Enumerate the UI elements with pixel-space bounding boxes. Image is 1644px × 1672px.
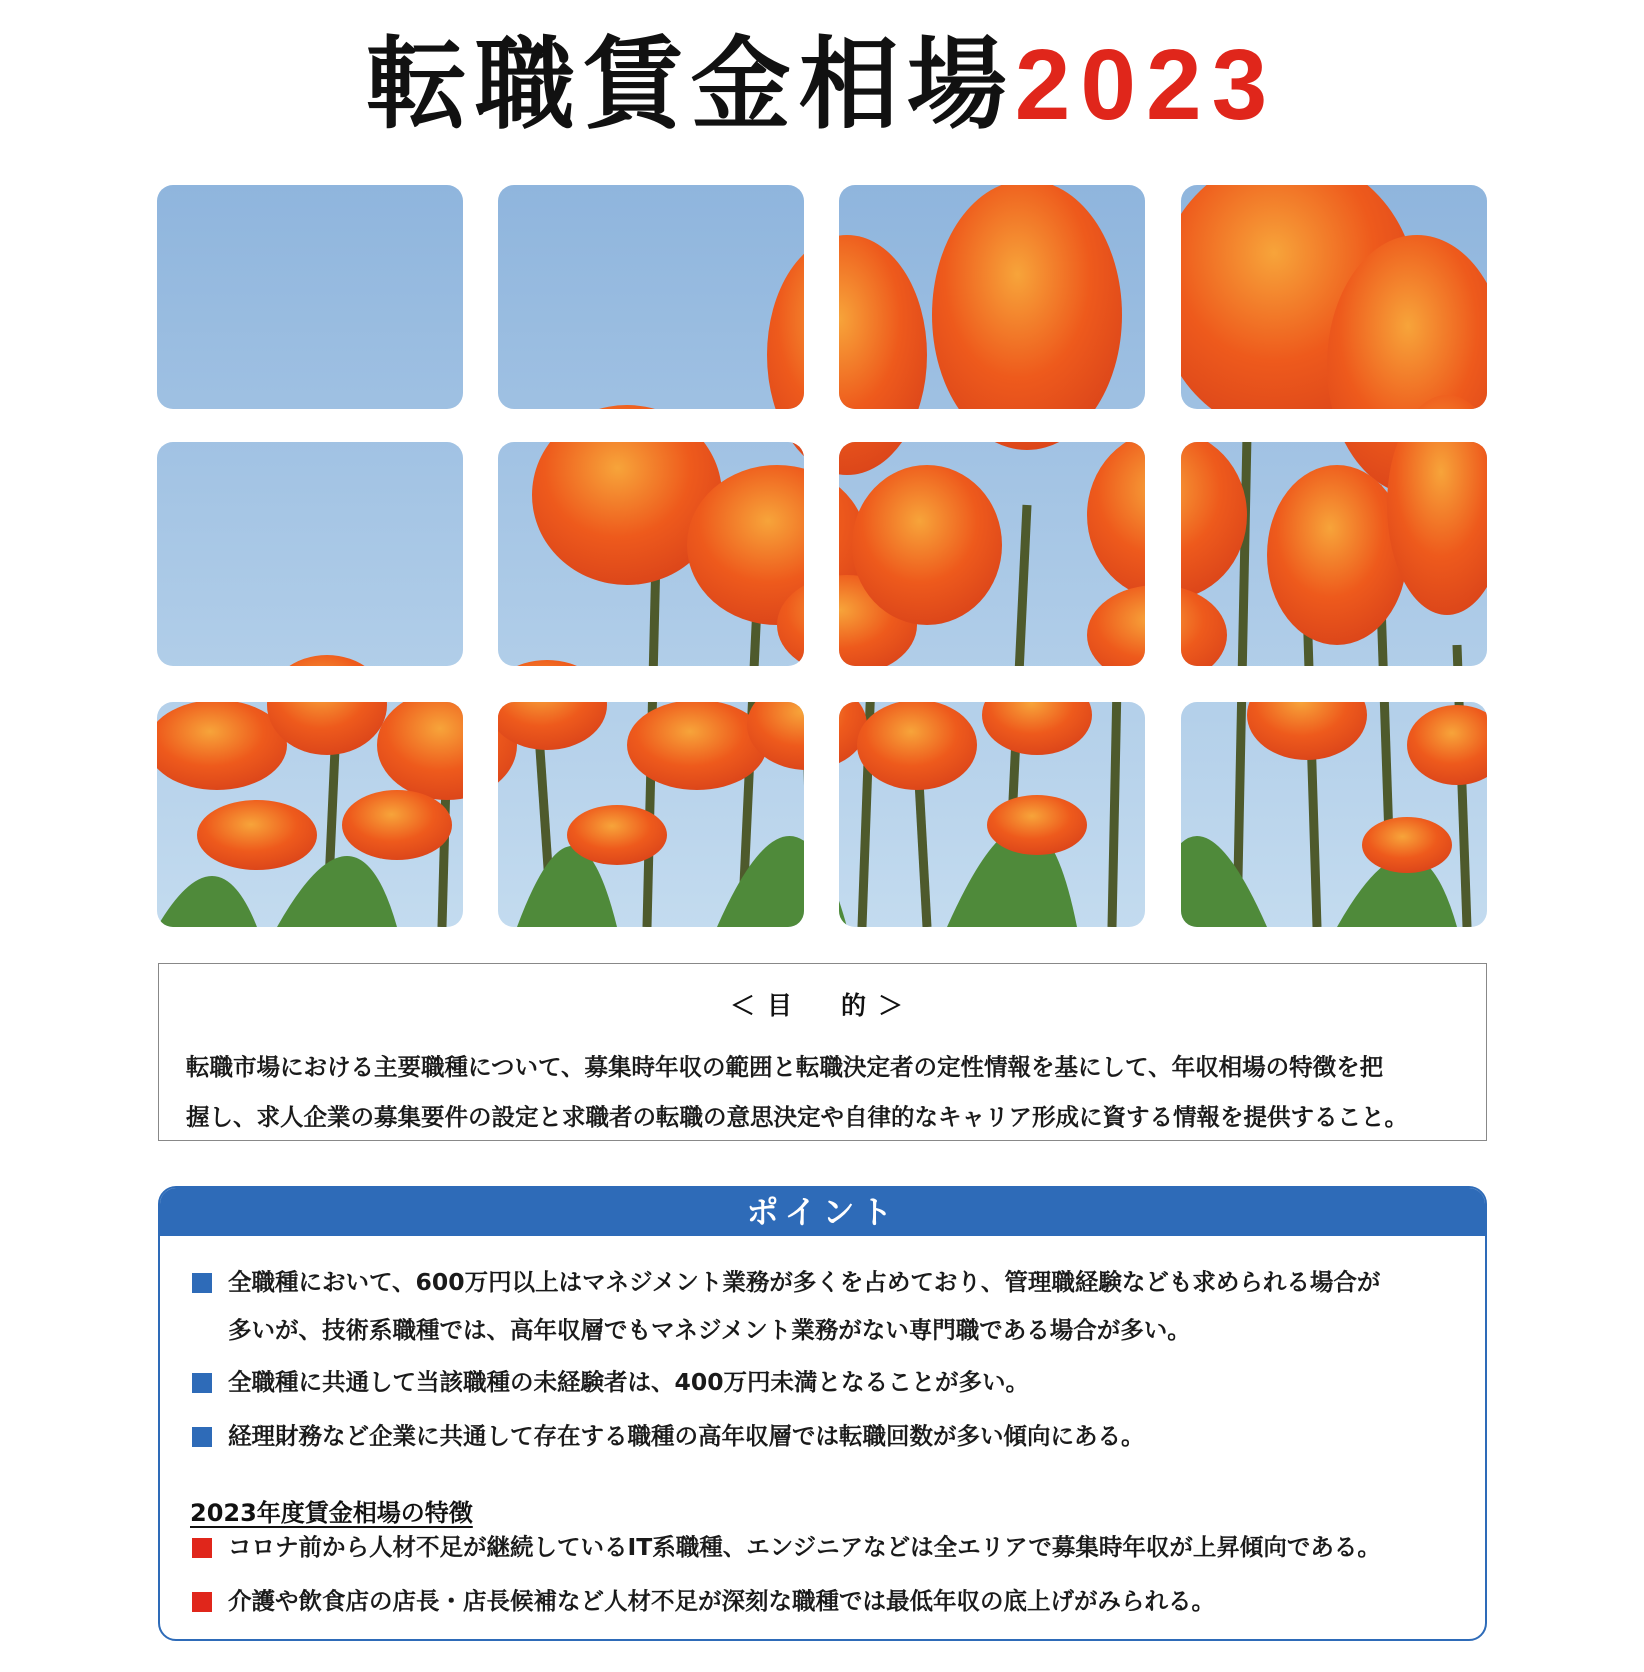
hero-tile [157, 702, 463, 927]
point-text: 経理財務など企業に共通して存在する職種の高年収層では転職回数が多い傾向にある。 [228, 1422, 1145, 1450]
hero-tile [839, 442, 1145, 666]
hero-tile [839, 185, 1145, 409]
feature-text: コロナ前から人材不足が継続しているIT系職種、エンジニアなどは全エリアで募集時年収が上昇傾向である。 [228, 1533, 1381, 1561]
hero-tile [1181, 702, 1487, 927]
feature-text: 介護や飲食店の店長・店長候補など人材不足が深刻な職種では最低年収の底上げがみられる。 [228, 1587, 1215, 1615]
features-subheading: 2023年度賃金相場の特徴 [190, 1499, 473, 1527]
purpose-line: 握し、求人企業の募集要件の設定と求職者の転職の意思決定や自律的なキャリア形成に資する情報を提供すること。 [186, 1103, 1408, 1131]
point-text: 多いが、技術系職種では、高年収層でもマネジメント業務がない専門職である場合が多い。 [228, 1316, 1191, 1344]
hero-tile [157, 185, 463, 409]
page-title [0, 26, 1644, 143]
purpose-heading: ＜目 的＞ [729, 991, 915, 1020]
purpose-box [158, 963, 1487, 1141]
hero-tile [498, 442, 804, 666]
blue-square-bullet-icon [192, 1273, 212, 1293]
blue-square-bullet-icon [192, 1373, 212, 1393]
blue-square-bullet-icon [192, 1427, 212, 1447]
title-year: 2023 [1014, 29, 1278, 141]
points-box [158, 1186, 1487, 1641]
hero-tile [1181, 442, 1487, 666]
hero-tile [157, 442, 463, 666]
purpose-text [186, 1042, 1466, 1142]
purpose-line: 転職市場における主要職種について、募集時年収の範囲と転職決定者の定性情報を基にして、年収相場の特徴を把 [186, 1053, 1384, 1081]
hero-tile [839, 702, 1145, 927]
feature-item [192, 1523, 1381, 1571]
hero-tile [1181, 185, 1487, 409]
hero-tulip-image-grid [157, 185, 1487, 927]
title-main: 転職賃金相場 [366, 26, 1015, 143]
point-item [192, 1412, 1145, 1460]
point-item [192, 1258, 1380, 1354]
point-item [192, 1358, 1029, 1406]
hero-tile [498, 702, 804, 927]
hero-tile [498, 185, 804, 409]
red-square-bullet-icon [192, 1538, 212, 1558]
red-square-bullet-icon [192, 1592, 212, 1612]
feature-item [192, 1577, 1215, 1625]
point-text: 全職種に共通して当該職種の未経験者は、400万円未満となることが多い。 [228, 1368, 1030, 1396]
points-header: ポイント [160, 1188, 1485, 1236]
point-text: 全職種において、600万円以上はマネジメント業務が多くを占めており、管理職経験なども求められる場合が [228, 1268, 1381, 1296]
